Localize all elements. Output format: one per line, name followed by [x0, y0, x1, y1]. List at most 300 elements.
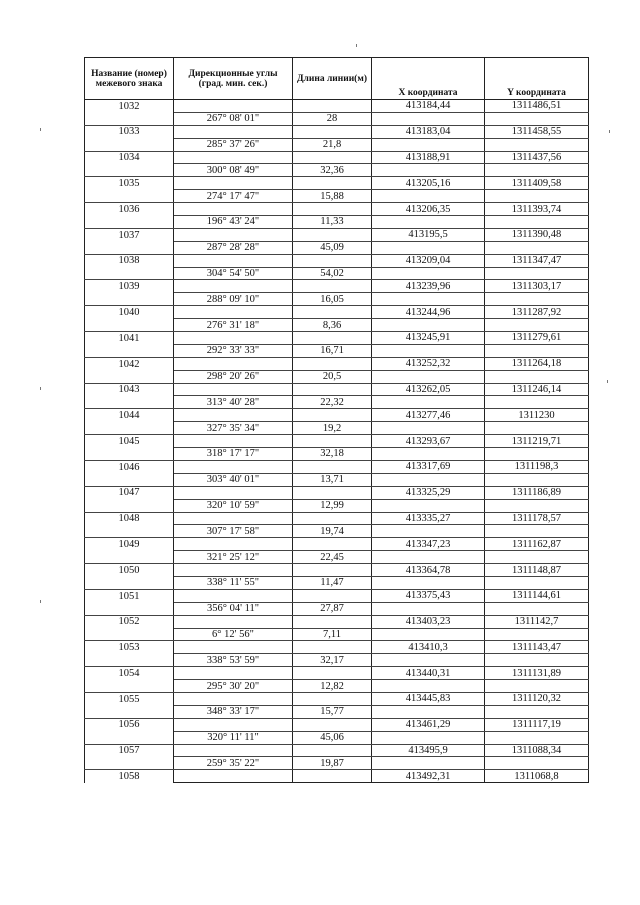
segment-angle: 274° 17' 47"	[174, 190, 293, 203]
point-row	[85, 486, 589, 499]
point-name: 1050	[85, 564, 174, 577]
header-x: X координата	[372, 58, 485, 100]
point-y: 1311143,47	[485, 641, 589, 654]
boundary-coordinates-table	[84, 57, 589, 783]
point-x: 413252,32	[372, 357, 485, 370]
point-y: 1311246,14	[485, 383, 589, 396]
empty-cell	[85, 602, 174, 615]
empty-cell	[174, 203, 293, 216]
point-y: 1311230	[485, 409, 589, 422]
point-y: 1311178,57	[485, 512, 589, 525]
empty-cell	[293, 744, 372, 757]
point-name: 1041	[85, 332, 174, 345]
segment-row	[85, 576, 589, 589]
empty-cell	[485, 473, 589, 486]
segment-length: 19,2	[293, 422, 372, 435]
empty-cell	[293, 641, 372, 654]
segment-angle: 287° 28' 28"	[174, 241, 293, 254]
empty-cell	[485, 216, 589, 229]
point-y: 1311303,17	[485, 280, 589, 293]
segment-length: 12,82	[293, 680, 372, 693]
empty-cell	[293, 512, 372, 525]
segment-angle: 313° 40' 28"	[174, 396, 293, 409]
segment-angle: 300° 08' 49"	[174, 164, 293, 177]
segment-length: 20,5	[293, 370, 372, 383]
segment-row	[85, 319, 589, 332]
segment-row	[85, 241, 589, 254]
header-length: Длина линии(м)	[293, 58, 372, 100]
empty-cell	[372, 551, 485, 564]
empty-cell	[293, 692, 372, 705]
point-name: 1039	[85, 280, 174, 293]
empty-cell	[174, 460, 293, 473]
point-y: 1311279,61	[485, 332, 589, 345]
empty-cell	[174, 151, 293, 164]
empty-cell	[174, 306, 293, 319]
scan-speck	[356, 44, 357, 47]
point-x: 413188,91	[372, 151, 485, 164]
point-y: 1311287,92	[485, 306, 589, 319]
point-x: 413206,35	[372, 203, 485, 216]
segment-length: 11,33	[293, 216, 372, 229]
empty-cell	[85, 138, 174, 151]
empty-cell	[293, 228, 372, 241]
empty-cell	[85, 344, 174, 357]
empty-cell	[293, 770, 372, 783]
empty-cell	[85, 628, 174, 641]
empty-cell	[85, 190, 174, 203]
segment-row	[85, 731, 589, 744]
point-name: 1033	[85, 125, 174, 138]
point-x: 413184,44	[372, 100, 485, 113]
empty-cell	[174, 280, 293, 293]
segment-angle: 196° 43' 24"	[174, 216, 293, 229]
empty-cell	[293, 177, 372, 190]
point-name: 1051	[85, 589, 174, 602]
point-row	[85, 460, 589, 473]
segment-row	[85, 654, 589, 667]
segment-row	[85, 551, 589, 564]
point-name: 1049	[85, 538, 174, 551]
empty-cell	[293, 383, 372, 396]
segment-angle: 288° 09' 10"	[174, 293, 293, 306]
point-x: 413183,04	[372, 125, 485, 138]
segment-length: 22,45	[293, 551, 372, 564]
point-name: 1056	[85, 718, 174, 731]
point-name: 1032	[85, 100, 174, 113]
segment-angle: 304° 54' 50"	[174, 267, 293, 280]
empty-cell	[174, 383, 293, 396]
empty-cell	[485, 654, 589, 667]
coordinates-sheet	[84, 57, 588, 783]
empty-cell	[174, 435, 293, 448]
segment-angle: 338° 11' 55"	[174, 576, 293, 589]
empty-cell	[293, 718, 372, 731]
point-row	[85, 100, 589, 113]
empty-cell	[85, 473, 174, 486]
empty-cell	[174, 538, 293, 551]
point-name: 1046	[85, 460, 174, 473]
empty-cell	[293, 409, 372, 422]
segment-row	[85, 190, 589, 203]
point-x: 413445,83	[372, 692, 485, 705]
point-name: 1035	[85, 177, 174, 190]
point-x: 413375,43	[372, 589, 485, 602]
empty-cell	[174, 615, 293, 628]
empty-cell	[372, 525, 485, 538]
point-y: 1311219,71	[485, 435, 589, 448]
point-x: 413325,29	[372, 486, 485, 499]
empty-cell	[85, 551, 174, 564]
segment-angle: 295° 30' 20"	[174, 680, 293, 693]
point-name: 1047	[85, 486, 174, 499]
segment-length: 21,8	[293, 138, 372, 151]
empty-cell	[174, 177, 293, 190]
point-y: 1311131,89	[485, 667, 589, 680]
empty-cell	[293, 486, 372, 499]
point-name: 1058	[85, 770, 174, 783]
point-y: 1311186,89	[485, 486, 589, 499]
point-x: 413317,69	[372, 460, 485, 473]
point-row	[85, 383, 589, 396]
empty-cell	[174, 744, 293, 757]
empty-cell	[372, 576, 485, 589]
point-row	[85, 203, 589, 216]
empty-cell	[293, 460, 372, 473]
segment-length: 11,47	[293, 576, 372, 589]
point-row	[85, 409, 589, 422]
point-row	[85, 564, 589, 577]
empty-cell	[485, 293, 589, 306]
point-row	[85, 357, 589, 370]
segment-row	[85, 216, 589, 229]
empty-cell	[85, 164, 174, 177]
empty-cell	[485, 267, 589, 280]
point-y: 1311393,74	[485, 203, 589, 216]
point-x: 413440,31	[372, 667, 485, 680]
segment-length: 45,09	[293, 241, 372, 254]
empty-cell	[174, 100, 293, 113]
empty-cell	[174, 357, 293, 370]
point-x: 413410,3	[372, 641, 485, 654]
empty-cell	[85, 112, 174, 125]
point-row	[85, 641, 589, 654]
empty-cell	[372, 370, 485, 383]
segment-angle: 267° 08' 01"	[174, 112, 293, 125]
empty-cell	[372, 190, 485, 203]
point-row	[85, 228, 589, 241]
point-row	[85, 667, 589, 680]
empty-cell	[85, 293, 174, 306]
point-x: 413195,5	[372, 228, 485, 241]
point-row	[85, 306, 589, 319]
empty-cell	[372, 473, 485, 486]
segment-length: 28	[293, 112, 372, 125]
point-name: 1055	[85, 692, 174, 705]
empty-cell	[485, 190, 589, 203]
empty-cell	[372, 422, 485, 435]
segment-angle: 338° 53' 59"	[174, 654, 293, 667]
empty-cell	[174, 641, 293, 654]
point-x: 413492,31	[372, 770, 485, 783]
empty-cell	[85, 396, 174, 409]
empty-cell	[372, 705, 485, 718]
empty-cell	[485, 344, 589, 357]
segment-row	[85, 705, 589, 718]
point-x: 413244,96	[372, 306, 485, 319]
empty-cell	[85, 654, 174, 667]
point-x: 413209,04	[372, 254, 485, 267]
segment-length: 15,88	[293, 190, 372, 203]
scan-speck	[40, 600, 41, 603]
point-x: 413495,9	[372, 744, 485, 757]
empty-cell	[372, 164, 485, 177]
point-name: 1042	[85, 357, 174, 370]
empty-cell	[85, 731, 174, 744]
empty-cell	[293, 203, 372, 216]
segment-row	[85, 525, 589, 538]
empty-cell	[174, 125, 293, 138]
scan-speck	[40, 387, 41, 390]
empty-cell	[174, 228, 293, 241]
segment-row	[85, 628, 589, 641]
point-row	[85, 254, 589, 267]
empty-cell	[372, 267, 485, 280]
scan-speck	[607, 380, 608, 383]
segment-length: 54,02	[293, 267, 372, 280]
empty-cell	[485, 551, 589, 564]
point-name: 1037	[85, 228, 174, 241]
segment-row	[85, 448, 589, 461]
empty-cell	[372, 241, 485, 254]
empty-cell	[485, 680, 589, 693]
point-x: 413335,27	[372, 512, 485, 525]
segment-length: 45,06	[293, 731, 372, 744]
empty-cell	[293, 357, 372, 370]
point-name: 1040	[85, 306, 174, 319]
empty-cell	[485, 525, 589, 538]
header-angle: Дирекционные углы (град. мин. сек.)	[174, 58, 293, 100]
empty-cell	[85, 267, 174, 280]
empty-cell	[372, 319, 485, 332]
segment-row	[85, 602, 589, 615]
empty-cell	[485, 705, 589, 718]
segment-row	[85, 757, 589, 770]
empty-cell	[85, 448, 174, 461]
point-name: 1057	[85, 744, 174, 757]
empty-cell	[293, 100, 372, 113]
empty-cell	[85, 499, 174, 512]
segment-angle: 303° 40' 01"	[174, 473, 293, 486]
point-y: 1311162,87	[485, 538, 589, 551]
empty-cell	[85, 319, 174, 332]
segment-length: 32,36	[293, 164, 372, 177]
empty-cell	[372, 112, 485, 125]
header-name: Название (номер) межевого знака	[85, 58, 174, 100]
empty-cell	[85, 525, 174, 538]
point-name: 1036	[85, 203, 174, 216]
empty-cell	[485, 112, 589, 125]
point-name: 1044	[85, 409, 174, 422]
empty-cell	[85, 757, 174, 770]
point-row	[85, 770, 589, 783]
point-y: 1311347,47	[485, 254, 589, 267]
point-row	[85, 512, 589, 525]
table-header-row	[85, 58, 589, 100]
segment-length: 19,87	[293, 757, 372, 770]
segment-row	[85, 344, 589, 357]
empty-cell	[174, 564, 293, 577]
point-row	[85, 435, 589, 448]
segment-angle: 285° 37' 26"	[174, 138, 293, 151]
empty-cell	[174, 332, 293, 345]
empty-cell	[372, 293, 485, 306]
segment-angle: 259° 35' 22"	[174, 757, 293, 770]
point-name: 1045	[85, 435, 174, 448]
empty-cell	[293, 667, 372, 680]
segment-angle: 348° 33' 17"	[174, 705, 293, 718]
point-y: 1311120,32	[485, 692, 589, 705]
point-x: 413277,46	[372, 409, 485, 422]
segment-angle: 320° 11' 11"	[174, 731, 293, 744]
empty-cell	[485, 370, 589, 383]
segment-length: 27,87	[293, 602, 372, 615]
point-x: 413205,16	[372, 177, 485, 190]
segment-row	[85, 112, 589, 125]
segment-angle: 6° 12' 56"	[174, 628, 293, 641]
empty-cell	[372, 216, 485, 229]
segment-length: 15,77	[293, 705, 372, 718]
empty-cell	[372, 602, 485, 615]
segment-length: 16,71	[293, 344, 372, 357]
segment-row	[85, 293, 589, 306]
point-y: 1311148,87	[485, 564, 589, 577]
empty-cell	[485, 576, 589, 589]
empty-cell	[372, 499, 485, 512]
empty-cell	[485, 448, 589, 461]
empty-cell	[485, 319, 589, 332]
scan-speck	[609, 130, 610, 133]
point-row	[85, 177, 589, 190]
point-y: 1311390,48	[485, 228, 589, 241]
empty-cell	[174, 486, 293, 499]
segment-angle: 298° 20' 26"	[174, 370, 293, 383]
empty-cell	[372, 680, 485, 693]
point-row	[85, 332, 589, 345]
segment-row	[85, 370, 589, 383]
point-row	[85, 718, 589, 731]
point-y: 1311144,61	[485, 589, 589, 602]
empty-cell	[85, 705, 174, 718]
empty-cell	[85, 422, 174, 435]
empty-cell	[293, 564, 372, 577]
point-row	[85, 589, 589, 602]
point-name: 1043	[85, 383, 174, 396]
segment-angle: 321° 25' 12"	[174, 551, 293, 564]
segment-length: 12,99	[293, 499, 372, 512]
point-row	[85, 615, 589, 628]
point-y: 1311142,7	[485, 615, 589, 628]
empty-cell	[293, 254, 372, 267]
point-row	[85, 744, 589, 757]
empty-cell	[485, 422, 589, 435]
empty-cell	[85, 241, 174, 254]
segment-angle: 318° 17' 17"	[174, 448, 293, 461]
empty-cell	[293, 615, 372, 628]
empty-cell	[372, 396, 485, 409]
empty-cell	[485, 602, 589, 615]
empty-cell	[174, 589, 293, 602]
empty-cell	[174, 770, 293, 783]
point-name: 1048	[85, 512, 174, 525]
point-name: 1038	[85, 254, 174, 267]
point-row	[85, 280, 589, 293]
segment-length: 16,05	[293, 293, 372, 306]
point-y: 1311409,58	[485, 177, 589, 190]
empty-cell	[372, 757, 485, 770]
segment-length: 22,32	[293, 396, 372, 409]
empty-cell	[293, 332, 372, 345]
point-y: 1311068,8	[485, 770, 589, 783]
segment-length: 19,74	[293, 525, 372, 538]
segment-length: 8,36	[293, 319, 372, 332]
empty-cell	[293, 306, 372, 319]
point-x: 413262,05	[372, 383, 485, 396]
segment-angle: 327° 35' 34"	[174, 422, 293, 435]
point-x: 413347,23	[372, 538, 485, 551]
segment-row	[85, 267, 589, 280]
empty-cell	[485, 241, 589, 254]
empty-cell	[293, 435, 372, 448]
segment-angle: 320° 10' 59"	[174, 499, 293, 512]
point-y: 1311198,3	[485, 460, 589, 473]
empty-cell	[372, 448, 485, 461]
segment-angle: 307° 17' 58"	[174, 525, 293, 538]
empty-cell	[85, 680, 174, 693]
point-y: 1311264,18	[485, 357, 589, 370]
point-x: 413293,67	[372, 435, 485, 448]
empty-cell	[174, 409, 293, 422]
point-row	[85, 151, 589, 164]
point-y: 1311486,51	[485, 100, 589, 113]
point-row	[85, 125, 589, 138]
point-x: 413364,78	[372, 564, 485, 577]
segment-length: 13,71	[293, 473, 372, 486]
empty-cell	[485, 499, 589, 512]
empty-cell	[372, 138, 485, 151]
empty-cell	[485, 628, 589, 641]
empty-cell	[372, 731, 485, 744]
point-x: 413245,91	[372, 332, 485, 345]
point-y: 1311088,34	[485, 744, 589, 757]
segment-row	[85, 499, 589, 512]
empty-cell	[293, 125, 372, 138]
empty-cell	[372, 654, 485, 667]
scan-speck	[40, 128, 41, 131]
empty-cell	[174, 512, 293, 525]
point-name: 1054	[85, 667, 174, 680]
empty-cell	[372, 628, 485, 641]
segment-angle: 276° 31' 18"	[174, 319, 293, 332]
empty-cell	[485, 731, 589, 744]
segment-row	[85, 680, 589, 693]
empty-cell	[485, 396, 589, 409]
empty-cell	[174, 667, 293, 680]
point-name: 1034	[85, 151, 174, 164]
empty-cell	[485, 757, 589, 770]
point-x: 413461,29	[372, 718, 485, 731]
point-x: 413239,96	[372, 280, 485, 293]
